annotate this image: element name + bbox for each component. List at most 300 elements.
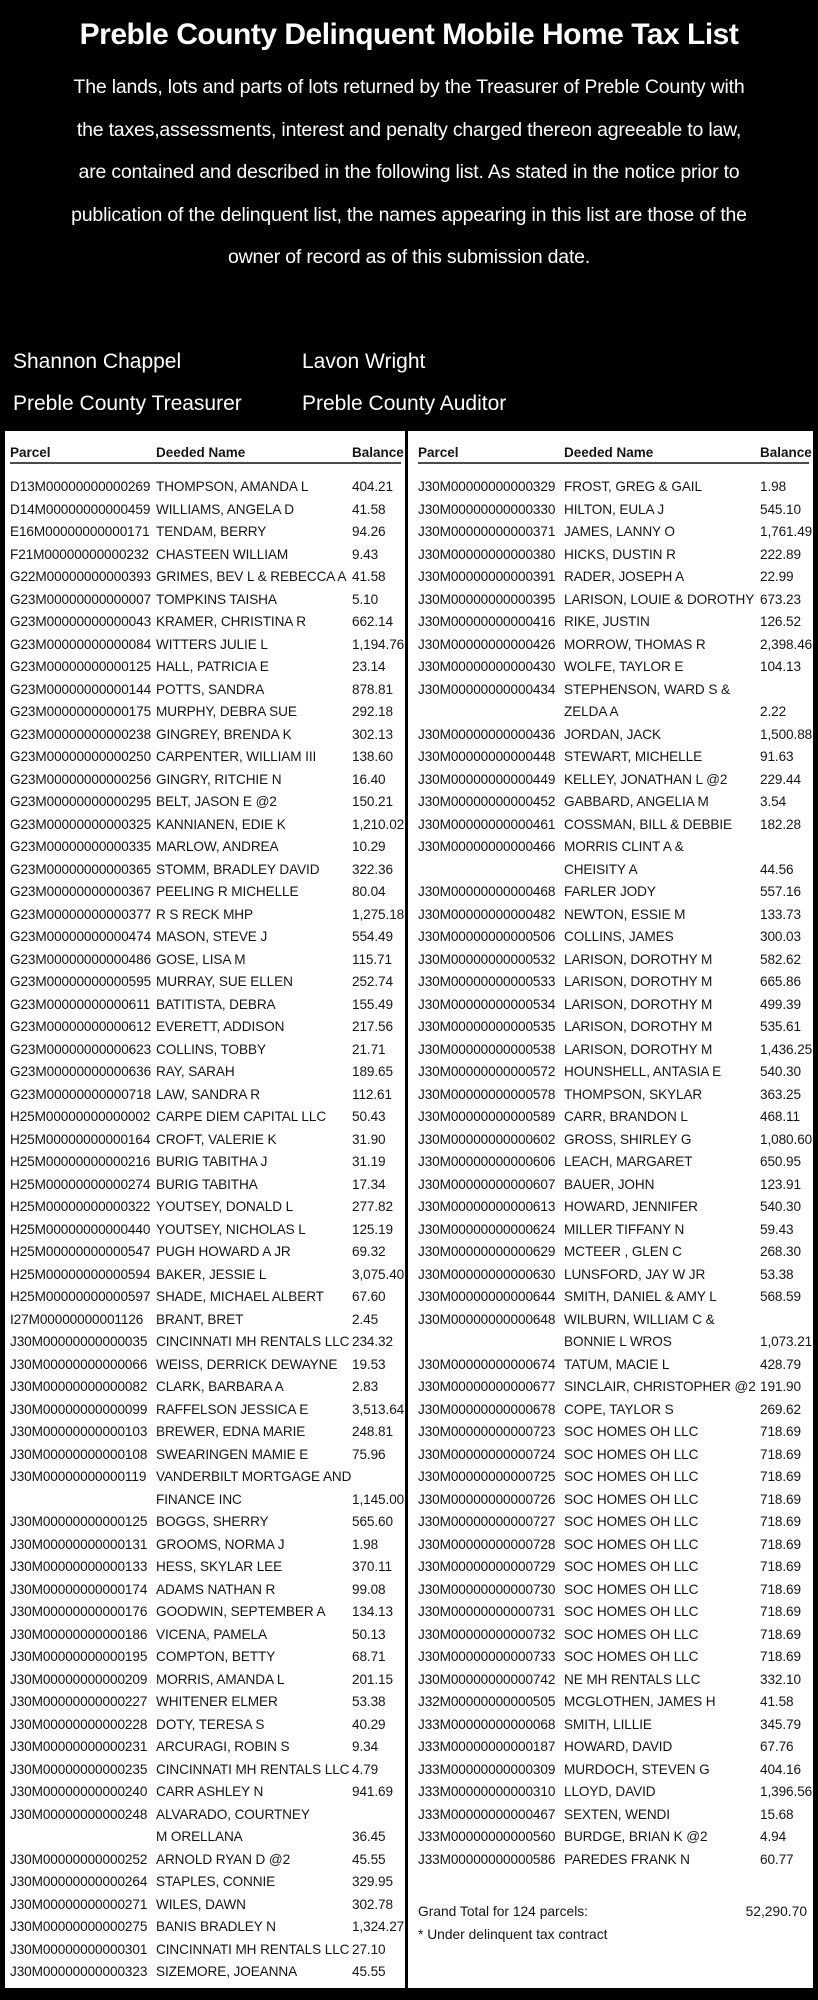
table-row — [418, 1129, 813, 1152]
deeded-name-cell: PUGH HOWARD A JR — [156, 1244, 291, 1259]
deeded-name-cell: GOODWIN, SEPTEMBER A — [156, 1604, 326, 1619]
deeded-name-cell: THOMPSON, AMANDA L — [156, 479, 309, 494]
parcel-cell: J33M00000000000560 — [418, 1829, 556, 1844]
table-row — [10, 1736, 401, 1759]
deeded-name-cell: MURDOCH, STEVEN G — [564, 1761, 710, 1777]
balance-cell: 27.10 — [352, 1941, 386, 1957]
parcel-cell: J30M00000000000416 — [418, 614, 556, 629]
deeded-name-cell: SEXTEN, WENDI — [564, 1806, 670, 1822]
table-row — [10, 1939, 401, 1962]
balance-cell: 68.71 — [352, 1649, 386, 1664]
table-row — [10, 1129, 401, 1152]
balance-cell: 1,396.56 — [760, 1784, 813, 1799]
balance-cell — [760, 1309, 809, 1332]
deeded-name-cell: GROOMS, NORMA J — [156, 1536, 285, 1552]
deeded-name-cell: STOMM, BRADLEY DAVID — [156, 861, 320, 877]
balance-cell: 2.45 — [352, 1311, 379, 1327]
parcel-cell: G23M00000000000144 — [10, 681, 152, 697]
deeded-name-cell: CINCINNATI MH RENTALS LLC — [156, 1334, 350, 1349]
table-row — [418, 1219, 809, 1242]
deeded-name-cell: HILTON, EULA J — [564, 501, 665, 517]
balance-cell: 718.69 — [760, 1469, 801, 1484]
parcel-cell: J30M00000000000452 — [418, 794, 556, 809]
table-row — [10, 1669, 401, 1692]
parcel-cell: J30M00000000000329 — [418, 479, 556, 494]
deeded-name-cell: LARISON, DOROTHY M — [564, 951, 713, 967]
balance-cell: 665.86 — [760, 974, 801, 989]
deeded-name-cell: CINCINNATI MH RENTALS LLC — [156, 1941, 350, 1957]
table-row — [10, 1331, 401, 1354]
table-row — [418, 1286, 809, 1309]
table-row — [10, 1489, 405, 1512]
balance-cell: 540.30 — [760, 1064, 801, 1079]
balance-cell: 3,513.64 — [352, 1401, 405, 1417]
table-row — [10, 1556, 401, 1579]
balance-cell: 60.77 — [760, 1851, 794, 1867]
parcel-cell: J30M00000000000391 — [418, 569, 556, 584]
balance-cell: 50.43 — [352, 1109, 386, 1124]
deeded-name-cell: TENDAM, BERRY — [156, 524, 267, 539]
deeded-name-cell: SOC HOMES OH LLC — [564, 1514, 699, 1529]
table-row — [418, 1691, 809, 1714]
deeded-name-cell: SOC HOMES OH LLC — [564, 1604, 699, 1619]
balance-cell: 50.13 — [352, 1626, 386, 1642]
deeded-name-cell: SOC HOMES OH LLC — [564, 1581, 699, 1597]
table-row — [10, 1196, 401, 1219]
parcel-cell: J30M00000000000589 — [418, 1109, 556, 1124]
balance-cell: 45.55 — [352, 1964, 386, 1979]
parcel-cell: J30M00000000000466 — [418, 839, 556, 854]
deeded-name-cell: MORROW, THOMAS R — [564, 636, 706, 652]
deeded-name-cell: SOC HOMES OH LLC — [564, 1469, 699, 1484]
parcel-cell: G23M00000000000636 — [10, 1064, 152, 1079]
table-row — [418, 926, 809, 949]
balance-cell: 718.69 — [760, 1581, 801, 1597]
parcel-cell — [418, 1331, 564, 1354]
deeded-name-cell: SMITH, LILLIE — [564, 1716, 652, 1732]
deeded-name-cell: ALVARADO, COURTNEY — [156, 1806, 310, 1822]
parcel-cell: J30M00000000000532 — [418, 951, 556, 967]
table-row — [418, 499, 809, 522]
table-row — [10, 926, 401, 949]
parcel-cell: D14M00000000000459 — [10, 501, 151, 517]
table-row — [10, 724, 401, 747]
deeded-name-cell: BOGGS, SHERRY — [156, 1514, 269, 1529]
parcel-cell: G23M00000000000125 — [10, 659, 152, 674]
balance-cell: 568.59 — [760, 1289, 801, 1304]
deeded-name-cell: BANIS BRADLEY N — [156, 1919, 276, 1934]
parcel-cell: J30M00000000000733 — [418, 1649, 556, 1664]
table-row — [418, 1241, 809, 1264]
deeded-name-cell: BATITISTA, DEBRA — [156, 996, 276, 1012]
deeded-name-cell: NEWTON, ESSIE M — [564, 906, 686, 922]
table-row — [10, 679, 401, 702]
parcel-cell: J30M00000000000252 — [10, 1851, 148, 1867]
deeded-name-cell: BAKER, JESSIE L — [156, 1266, 267, 1282]
balance-cell — [352, 1804, 401, 1827]
parcel-cell: J30M00000000000677 — [418, 1379, 556, 1394]
table-row — [418, 746, 809, 769]
balance-cell: 673.23 — [760, 591, 801, 607]
balance-cell: 941.69 — [352, 1784, 393, 1799]
balance-cell: 67.76 — [760, 1739, 794, 1754]
deeded-name-cell: PEELING R MICHELLE — [156, 884, 299, 899]
intro-line: the taxes,assessments, interest and penalty charged thereon agreeable to law, — [76, 118, 742, 141]
parcel-cell: J30M00000000000624 — [418, 1221, 556, 1237]
balance-cell: 126.52 — [760, 614, 801, 629]
table-row — [418, 1331, 813, 1354]
balance-cell: 41.58 — [760, 1694, 794, 1709]
parcel-cell: J30M00000000000482 — [418, 906, 556, 922]
parcel-cell: J30M00000000000449 — [418, 771, 556, 787]
intro-line: publication of the delinquent list, the names appearing in this list are those of the — [71, 203, 747, 226]
parcel-cell: J30M00000000000264 — [10, 1874, 148, 1889]
parcel-cell: J33M00000000000467 — [418, 1806, 556, 1822]
intro-line: are contained and described in the following list. As stated in the notice prior to — [78, 161, 740, 184]
parcel-cell: G23M00000000000367 — [10, 884, 152, 899]
balance-cell: 565.60 — [352, 1514, 393, 1529]
table-row — [418, 544, 809, 567]
parcel-cell: J30M00000000000726 — [418, 1491, 556, 1507]
balance-cell: 94.26 — [352, 524, 386, 539]
table-row — [418, 656, 809, 679]
parcel-cell: G23M00000000000084 — [10, 636, 152, 652]
table-row — [418, 1196, 809, 1219]
parcel-cell: H25M00000000000597 — [10, 1289, 151, 1304]
table-row — [10, 814, 405, 837]
parcel-cell — [418, 859, 564, 882]
deeded-name-cell: BURIG TABITHA — [156, 1176, 258, 1192]
parcel-cell: J30M00000000000235 — [10, 1761, 148, 1777]
deeded-name-cell: FROST, GREG & GAIL — [564, 479, 702, 494]
parcel-cell: J30M00000000000430 — [418, 659, 556, 674]
table-row — [418, 679, 809, 702]
balance-cell — [760, 679, 809, 702]
table-row — [10, 499, 401, 522]
balance-cell: 718.69 — [760, 1626, 801, 1642]
deeded-name-cell: BELT, JASON E @2 — [156, 794, 277, 809]
deeded-name-cell: BURIG TABITHA J — [156, 1154, 268, 1169]
parcel-cell: J30M00000000000674 — [418, 1356, 556, 1372]
balance-cell: 535.61 — [760, 1019, 801, 1034]
balance-cell: 53.38 — [352, 1694, 386, 1709]
table-row — [10, 1286, 401, 1309]
balance-cell: 4.79 — [352, 1761, 379, 1777]
auditor-title: Preble County Auditor — [302, 392, 507, 415]
table-body-left — [10, 476, 405, 1984]
table-row — [10, 1961, 401, 1984]
table-row — [418, 1556, 809, 1579]
table-row — [418, 1466, 809, 1489]
parcel-cell: J30M00000000000186 — [10, 1626, 148, 1642]
table-row — [10, 949, 401, 972]
parcel-cell: J33M00000000000187 — [418, 1739, 556, 1754]
deeded-name-cell: LEACH, MARGARET — [564, 1154, 693, 1169]
parcel-cell: J30M00000000000613 — [418, 1199, 556, 1214]
table-row — [10, 1016, 401, 1039]
balance-cell: 322.36 — [352, 861, 393, 877]
parcel-cell: G23M00000000000238 — [10, 726, 152, 742]
deeded-name-cell: CARPE DIEM CAPITAL LLC — [156, 1109, 327, 1124]
balance-cell: 1,324.27 — [352, 1919, 405, 1934]
table-row — [418, 724, 813, 747]
table-row — [418, 769, 809, 792]
parcel-cell: J30M00000000000248 — [10, 1806, 148, 1822]
balance-cell: 277.82 — [352, 1199, 393, 1214]
balance-cell: 269.62 — [760, 1401, 801, 1417]
balance-cell: 75.96 — [352, 1446, 386, 1462]
balance-cell: 19.53 — [352, 1356, 386, 1372]
parcel-cell: J30M00000000000732 — [418, 1626, 556, 1642]
parcel-cell: G23M00000000000335 — [10, 839, 152, 854]
table-row — [10, 1826, 401, 1849]
balance-cell: 45.55 — [352, 1851, 386, 1867]
parcel-cell: J30M00000000000227 — [10, 1694, 148, 1709]
table-row — [418, 1511, 809, 1534]
treasurer-title: Preble County Treasurer — [13, 392, 242, 415]
table-row — [10, 476, 401, 499]
table-row — [418, 1354, 809, 1377]
parcel-cell: H25M00000000000164 — [10, 1131, 151, 1147]
masthead — [0, 0, 818, 431]
balance-cell: 302.13 — [352, 726, 393, 742]
balance-cell: 3.54 — [760, 794, 787, 809]
deeded-name-cell: TOMPKINS TAISHA — [156, 591, 277, 607]
parcel-cell — [418, 701, 564, 724]
table-row — [10, 1174, 401, 1197]
deeded-name-cell: NE MH RENTALS LLC — [564, 1671, 701, 1687]
table-row — [10, 1714, 401, 1737]
balance-cell: 1,436.25 — [760, 1041, 813, 1057]
balance-cell: 53.38 — [760, 1266, 794, 1282]
balance-cell: 104.13 — [760, 659, 801, 674]
table-row — [418, 1669, 809, 1692]
deeded-name-cell: TATUM, MACIE L — [564, 1356, 670, 1372]
table-row — [418, 1039, 813, 1062]
deeded-name-cell: VICENA, PAMELA — [156, 1626, 267, 1642]
balance-cell: 115.71 — [352, 951, 392, 967]
parcel-cell: J30M00000000000533 — [418, 974, 556, 989]
table-row — [10, 1264, 405, 1287]
table-row — [418, 1781, 813, 1804]
parcel-cell: J30M00000000000195 — [10, 1649, 148, 1664]
deeded-name-cell: ARNOLD RYAN D @2 — [156, 1851, 291, 1867]
table-row — [10, 1781, 401, 1804]
balance-cell: 201.15 — [352, 1671, 393, 1687]
deeded-name-cell: COSSMAN, BILL & DEBBIE — [564, 816, 733, 832]
deeded-name-cell: LARISON, LOUIE & DOROTHY — [564, 591, 755, 607]
parcel-cell: J30M00000000000723 — [418, 1424, 556, 1439]
table-row — [418, 1421, 809, 1444]
parcel-cell: G23M00000000000486 — [10, 951, 152, 967]
parcel-cell: J30M00000000000731 — [418, 1604, 556, 1619]
deeded-name-cell: LARISON, DOROTHY M — [564, 1041, 713, 1057]
table-row — [10, 1849, 401, 1872]
table-row — [418, 1399, 809, 1422]
deeded-name-cell: RIKE, JUSTIN — [564, 614, 650, 629]
deeded-name-cell: SOC HOMES OH LLC — [564, 1649, 699, 1664]
treasurer-signature — [13, 350, 293, 416]
balance-cell: 554.49 — [352, 929, 393, 944]
deeded-name-cell: COLLINS, TOBBY — [156, 1041, 266, 1057]
deeded-name-cell: WOLFE, TAYLOR E — [564, 659, 684, 674]
table-row — [10, 1151, 401, 1174]
balance-cell: 582.62 — [760, 951, 801, 967]
deeded-name-cell: POTTS, SANDRA — [156, 681, 265, 697]
table-row — [10, 1376, 401, 1399]
table-row — [10, 1691, 401, 1714]
table-row — [10, 1759, 401, 1782]
parcel-cell: J30M00000000000082 — [10, 1379, 148, 1394]
balance-cell: 91.63 — [760, 749, 794, 764]
table-row — [418, 1601, 809, 1624]
table-row — [418, 589, 809, 612]
balance-cell: 31.19 — [352, 1154, 386, 1169]
balance-cell: 1,145.00 — [352, 1491, 405, 1507]
table-row — [10, 1309, 401, 1332]
deeded-name-cell: CINCINNATI MH RENTALS LLC — [156, 1761, 350, 1777]
table-row — [418, 859, 809, 882]
table-row — [418, 791, 809, 814]
balance-cell: 1,275.18 — [352, 906, 405, 922]
balance-cell: 1.98 — [760, 479, 787, 494]
balance-cell: 292.18 — [352, 704, 393, 719]
parcel-cell: G23M00000000000718 — [10, 1086, 152, 1102]
column-header-balance: Balance — [352, 445, 404, 460]
table-row — [418, 611, 809, 634]
deeded-name-cell: MORRIS CLINT A & — [564, 839, 684, 854]
auditor-name: Lavon Wright — [302, 350, 426, 373]
balance-cell: 2.83 — [352, 1379, 379, 1394]
parcel-cell: J30M00000000000602 — [418, 1131, 556, 1147]
intro-line: owner of record as of this submission date. — [227, 246, 591, 269]
parcel-cell: H25M00000000000547 — [10, 1244, 151, 1259]
intro-paragraph — [29, 66, 789, 279]
balance-cell: 718.69 — [760, 1424, 801, 1439]
balance-cell: 31.90 — [352, 1131, 386, 1147]
deeded-name-cell: HOWARD, DAVID — [564, 1739, 673, 1754]
balance-cell: 155.49 — [352, 996, 393, 1012]
parcel-cell: J30M00000000000448 — [418, 749, 556, 764]
parcel-cell: G22M00000000000393 — [10, 569, 152, 584]
balance-cell: 878.81 — [352, 681, 393, 697]
page-title: Preble County Delinquent Mobile Home Tax List — [79, 18, 739, 51]
deeded-name-cell: FINANCE INC — [156, 1491, 242, 1507]
balance-cell: 21.71 — [352, 1041, 386, 1057]
parcel-cell: J32M00000000000505 — [418, 1694, 556, 1709]
grand-total-label: Grand Total for 124 parcels: — [418, 1904, 589, 1919]
balance-cell: 718.69 — [760, 1446, 801, 1462]
deeded-name-cell: SOC HOMES OH LLC — [564, 1424, 699, 1439]
balance-cell: 182.28 — [760, 816, 801, 832]
deeded-name-cell: GROSS, SHIRLEY G — [564, 1131, 692, 1147]
parcel-cell: J30M00000000000231 — [10, 1739, 148, 1754]
parcel-cell: J30M00000000000535 — [418, 1019, 556, 1034]
table-row — [418, 1826, 809, 1849]
table-row — [418, 1849, 809, 1872]
parcel-cell: J30M00000000000678 — [418, 1401, 556, 1417]
table-row — [418, 521, 813, 544]
deeded-name-cell: MASON, STEVE J — [156, 929, 268, 944]
deeded-name-cell: STAPLES, CONNIE — [156, 1874, 276, 1889]
table-row — [418, 1264, 809, 1287]
deeded-name-cell: HOWARD, JENNIFER — [564, 1199, 698, 1214]
table-row — [418, 1736, 809, 1759]
deeded-name-cell: SWEARINGEN MAMIE E — [156, 1446, 309, 1462]
balance-cell: 22.99 — [760, 569, 794, 584]
balance-cell: 1,080.60 — [760, 1131, 813, 1147]
deeded-name-cell: HOUNSHELL, ANTASIA E — [564, 1064, 722, 1079]
deeded-name-cell: WILLIAMS, ANGELA D — [156, 501, 294, 517]
parcel-cell: J30M00000000000131 — [10, 1536, 148, 1552]
deeded-name-cell: GRIMES, BEV L & REBECCA A — [156, 569, 347, 584]
balance-cell: 222.89 — [760, 546, 801, 562]
tax-table-left-column — [5, 431, 408, 1988]
balance-cell: 718.69 — [760, 1514, 801, 1529]
table-row — [10, 566, 401, 589]
deeded-name-cell: SHADE, MICHAEL ALBERT — [156, 1289, 324, 1304]
parcel-cell: J30M00000000000323 — [10, 1964, 148, 1979]
balance-cell: 217.56 — [352, 1019, 393, 1034]
deeded-name-cell: R S RECK MHP — [156, 906, 253, 922]
parcel-cell: J30M00000000000174 — [10, 1581, 148, 1597]
table-row — [10, 1444, 401, 1467]
parcel-cell: G23M00000000000007 — [10, 591, 152, 607]
table-row — [10, 589, 401, 612]
balance-cell: 150.21 — [352, 794, 393, 809]
deeded-name-cell: MURRAY, SUE ELLEN — [156, 974, 293, 989]
table-row — [10, 859, 401, 882]
parcel-cell: J30M00000000000742 — [418, 1671, 556, 1687]
balance-cell: 404.21 — [352, 479, 393, 494]
parcel-cell: J30M00000000000729 — [418, 1559, 556, 1574]
table-row — [10, 1241, 401, 1264]
parcel-cell: J33M00000000000068 — [418, 1716, 556, 1732]
parcel-cell: J30M00000000000275 — [10, 1919, 148, 1934]
parcel-cell: J30M00000000000103 — [10, 1424, 148, 1439]
deeded-name-cell: PAREDES FRANK N — [564, 1851, 690, 1867]
deeded-name-cell: LLOYD, DAVID — [564, 1784, 656, 1799]
table-row — [10, 904, 405, 927]
table-row — [10, 1624, 401, 1647]
balance-cell: 69.32 — [352, 1244, 386, 1259]
deeded-name-cell: HESS, SKYLAR LEE — [156, 1559, 283, 1574]
table-row — [418, 1084, 809, 1107]
parcel-cell: G23M00000000000043 — [10, 614, 152, 629]
parcel-cell: H25M00000000000002 — [10, 1109, 151, 1124]
deeded-name-cell: SOC HOMES OH LLC — [564, 1446, 699, 1462]
balance-cell: 718.69 — [760, 1536, 801, 1552]
balance-cell: 345.79 — [760, 1716, 801, 1732]
deeded-name-cell: SOC HOMES OH LLC — [564, 1536, 699, 1552]
balance-cell: 718.69 — [760, 1649, 801, 1664]
parcel-cell: G23M00000000000595 — [10, 974, 152, 989]
table-row — [10, 1219, 401, 1242]
deeded-name-cell: RAY, SARAH — [156, 1064, 235, 1079]
parcel-cell: F21M00000000000232 — [10, 546, 149, 562]
deeded-name-cell: SOC HOMES OH LLC — [564, 1491, 699, 1507]
deeded-name-cell: EVERETT, ADDISON — [156, 1019, 285, 1034]
table-row — [418, 1804, 809, 1827]
deeded-name-cell: ADAMS NATHAN R — [156, 1581, 276, 1597]
intro-line: The lands, lots and parts of lots returned by the Treasurer of Preble County with — [73, 76, 745, 98]
tax-table-right-column — [408, 431, 813, 1988]
parcel-cell: H25M00000000000322 — [10, 1199, 151, 1214]
balance-cell: 1,500.88 — [760, 726, 813, 742]
table-row — [418, 1309, 809, 1332]
deeded-name-cell: COLLINS, JAMES — [564, 929, 674, 944]
deeded-name-cell: STEWART, MICHELLE — [564, 749, 703, 764]
